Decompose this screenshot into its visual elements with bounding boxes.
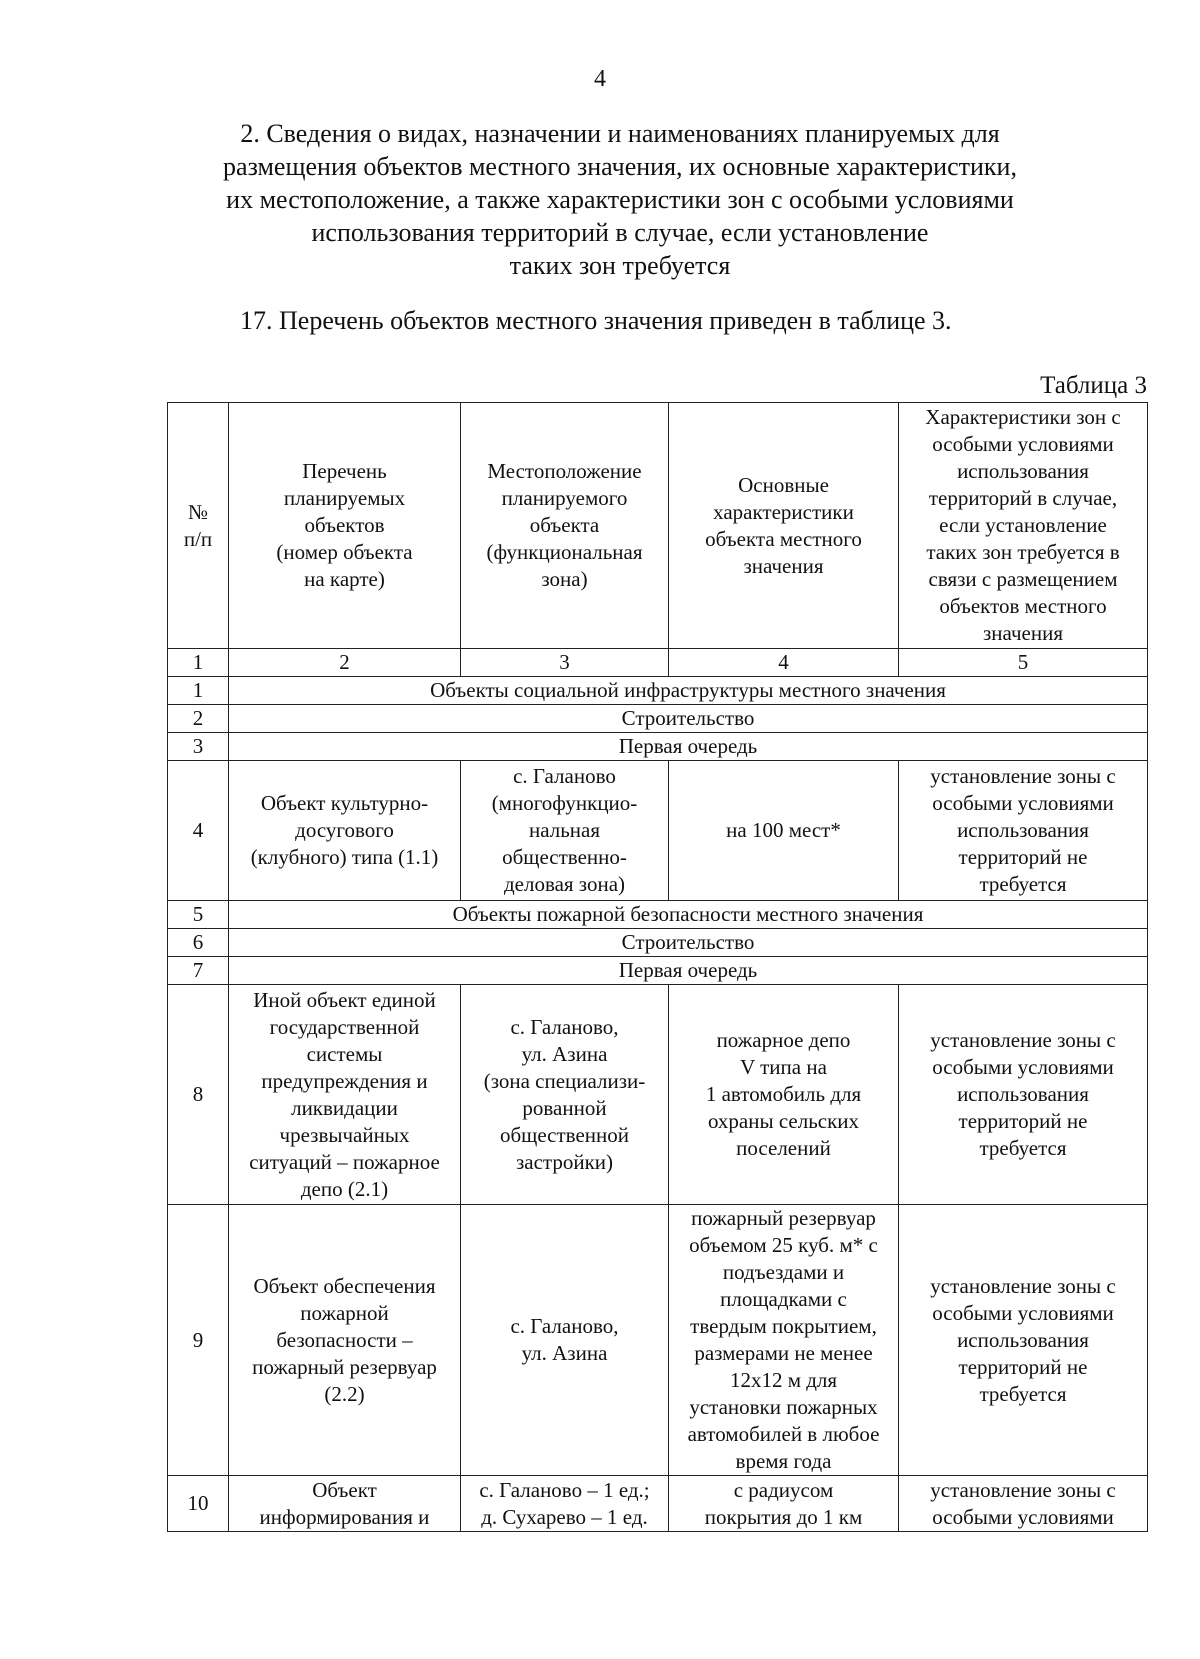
object-cell: Объект информирования и xyxy=(229,1476,461,1532)
table-row xyxy=(168,761,1148,901)
section-title-cell: Первая очередь xyxy=(229,733,1148,761)
characteristics-cell: с радиусом покрытия до 1 км xyxy=(669,1476,899,1532)
table-row xyxy=(168,733,1148,761)
column-number-cell: 5 xyxy=(899,649,1148,677)
location-cell: с. Галаново, ул. Азина (зона специализи- рованной общественной застройки) xyxy=(461,985,669,1205)
table-row xyxy=(168,1205,1148,1476)
header-cell-objects: Перечень планируемых объектов (номер объекта на карте) xyxy=(229,403,461,649)
table-row xyxy=(168,1476,1148,1532)
characteristics-cell: пожарное депо V типа на 1 автомобиль для охраны сельских поселений xyxy=(669,985,899,1205)
zone-cell: установление зоны с особыми условиями использования территорий не требуется xyxy=(899,985,1148,1205)
location-cell: с. Галаново (многофункцио- нальная общественно- деловая зона) xyxy=(461,761,669,901)
row-number: 9 xyxy=(168,1205,229,1476)
row-number: 4 xyxy=(168,761,229,901)
table-row xyxy=(168,677,1148,705)
row-number: 5 xyxy=(168,901,229,929)
row-number: 6 xyxy=(168,929,229,957)
table-caption: Таблица 3 xyxy=(1040,372,1147,399)
row-number: 7 xyxy=(168,957,229,985)
section-title-cell: Первая очередь xyxy=(229,957,1148,985)
object-cell: Иной объект единой государственной системы предупреждения и ликвидации чрезвычайных ситуаций – пожарное депо (2.1) xyxy=(229,985,461,1205)
section-heading xyxy=(160,117,1080,282)
section-title-cell: Строительство xyxy=(229,929,1148,957)
table-row xyxy=(168,985,1148,1205)
heading-line: таких зон требуется xyxy=(509,251,731,280)
location-cell: с. Галаново – 1 ед.; д. Сухарево – 1 ед. xyxy=(461,1476,669,1532)
object-cell: Объект обеспечения пожарной безопасности – пожарный резервуар (2.2) xyxy=(229,1205,461,1476)
header-cell-location: Местоположение планируемого объекта (функциональная зона) xyxy=(461,403,669,649)
heading-line: размещения объектов местного значения, их основные характеристики, xyxy=(223,152,1017,181)
header-cell-zones: Характеристики зон с особыми условиями использования территорий в случае, если установление таких зон требуется в связи с размещением объектов местного значения xyxy=(899,403,1148,649)
zone-cell: установление зоны с особыми условиями использования территорий не требуется xyxy=(899,761,1148,901)
row-number: 8 xyxy=(168,985,229,1205)
paragraph-17: 17. Перечень объектов местного значения приведен в таблице 3. xyxy=(240,306,952,335)
heading-line: 2. Сведения о видах, назначении и наименованиях планируемых для xyxy=(240,119,1000,148)
table-row xyxy=(168,705,1148,733)
section-title-cell: Объекты пожарной безопасности местного значения xyxy=(229,901,1148,929)
heading-line: их местоположение, а также характеристики зон с особыми условиями xyxy=(226,185,1014,214)
table-row xyxy=(168,929,1148,957)
characteristics-cell: на 100 мест* xyxy=(669,761,899,901)
table-row xyxy=(168,957,1148,985)
column-number-cell: 3 xyxy=(461,649,669,677)
row-number: 3 xyxy=(168,733,229,761)
column-number-cell: 4 xyxy=(669,649,899,677)
zone-cell: установление зоны с особыми условиями xyxy=(899,1476,1148,1532)
row-number: 2 xyxy=(168,705,229,733)
row-number: 10 xyxy=(168,1476,229,1532)
heading-line: использования территорий в случае, если установление xyxy=(311,218,929,247)
table-row xyxy=(168,901,1148,929)
column-number-row xyxy=(168,649,1148,677)
column-number-cell: 1 xyxy=(168,649,229,677)
location-cell: с. Галаново, ул. Азина xyxy=(461,1205,669,1476)
section-title-cell: Строительство xyxy=(229,705,1148,733)
section-title-cell: Объекты социальной инфраструктуры местного значения xyxy=(229,677,1148,705)
table-header-row xyxy=(168,403,1148,649)
zone-cell: установление зоны с особыми условиями использования территорий не требуется xyxy=(899,1205,1148,1476)
header-cell-characteristics: Основные характеристики объекта местного значения xyxy=(669,403,899,649)
row-number: 1 xyxy=(168,677,229,705)
header-cell-no: № п/п xyxy=(168,403,229,649)
column-number-cell: 2 xyxy=(229,649,461,677)
objects-table xyxy=(167,402,1148,1532)
object-cell: Объект культурно- досугового (клубного) типа (1.1) xyxy=(229,761,461,901)
page-number: 4 xyxy=(594,66,606,92)
characteristics-cell: пожарный резервуар объемом 25 куб. м* с подъездами и площадками с твердым покрытием, размерами не менее 12x12 м для установки пожарных автомобилей в любое время года xyxy=(669,1205,899,1476)
